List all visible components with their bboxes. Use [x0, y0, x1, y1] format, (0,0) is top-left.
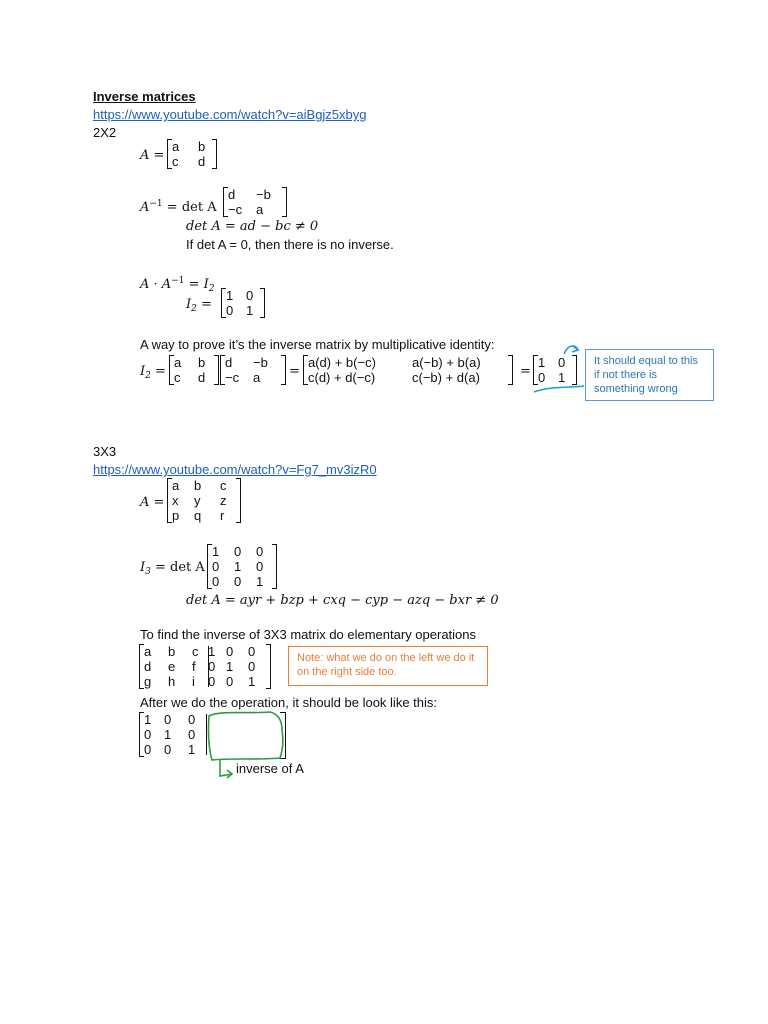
- prove-text: A way to prove it’s the inverse matrix by multiplicative identity:: [140, 337, 495, 352]
- i2-label: $I_2$ =: [186, 297, 212, 314]
- identity-product: $A \cdot A^{-1} = I_2$: [140, 276, 215, 294]
- orange-note-box: Note: what we do on the left we do it on the right side too.: [288, 646, 488, 686]
- prove-lhs: $I_2$ =: [140, 364, 166, 381]
- section-heading-3x3: 3X3: [93, 444, 117, 459]
- prove-equals-1: =: [289, 364, 300, 379]
- prove-matrix-a: a b c d: [170, 355, 218, 385]
- inverse-formula-label: $A^{-1} = \det A$: [140, 199, 217, 215]
- blue-ink-annotation: [530, 338, 590, 398]
- section-heading-2x2: 2X2: [93, 125, 117, 140]
- augmented-matrix: a b c 1 0 0 d e f 0 1 0 g h i 0 0 1: [140, 644, 270, 689]
- prove-matrix-adj: d −b −c a: [221, 355, 285, 385]
- identity-matrix-2x2: 1 0 0 1: [222, 288, 264, 318]
- prove-matrix-product: a(d) + b(−c) a(−b) + b(a) c(d) + d(−c) c(−b) + d(a): [304, 355, 512, 385]
- inverse-of-a-label: inverse of A: [236, 761, 304, 776]
- identity-matrix-3x3: 1 0 0 0 1 0 0 0 1: [208, 544, 276, 589]
- youtube-link-3x3[interactable]: https://www.youtube.com/watch?v=Fg7_mv3izR0: [93, 462, 377, 477]
- elementary-operations-text: To find the inverse of 3X3 matrix do elementary operations: [140, 627, 477, 642]
- page-title: Inverse matrices: [93, 89, 196, 104]
- i3-label: $I_3 = \det A$: [140, 560, 205, 577]
- no-inverse-note: If det A = 0, then there is no inverse.: [186, 237, 394, 252]
- determinant-2x2: det A = ad − bc ≠ 0: [186, 219, 319, 234]
- matrix-a-label: A =: [140, 148, 165, 163]
- inverse-adjugate-matrix: d −b −c a: [224, 187, 286, 217]
- matrix-a-2x2: a b c d: [168, 139, 216, 169]
- result-augmented-matrix: 1 0 0 0 1 0 0 0 1: [140, 712, 208, 757]
- blue-note-box: It should equal to this if not there is something wrong: [585, 349, 714, 401]
- determinant-3x3: det A = ayr + bzp + cxq − cyp − azq − bxr ≠ 0: [186, 593, 499, 608]
- after-operation-text: After we do the operation, it should be look like this:: [140, 695, 438, 710]
- matrix-a3-label: A =: [140, 495, 165, 510]
- prove-matrix-identity: 1 0 0 1: [534, 355, 576, 385]
- prove-equals-2: =: [520, 364, 531, 379]
- matrix-a-3x3: a b c x y z p q r: [168, 478, 240, 523]
- youtube-link-2x2[interactable]: https://www.youtube.com/watch?v=aiBgjz5xbyg: [93, 107, 367, 122]
